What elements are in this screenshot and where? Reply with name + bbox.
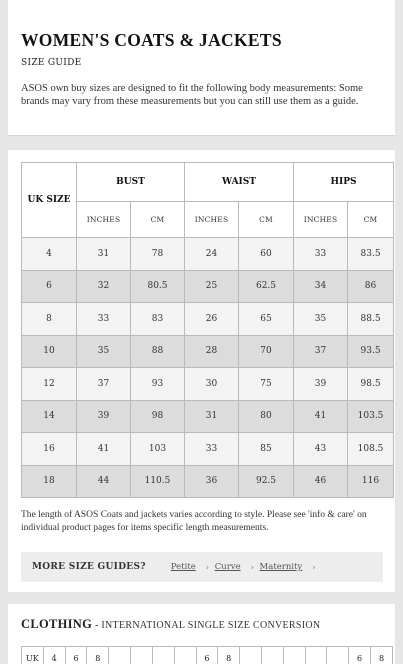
measurement-cell: 75: [239, 368, 294, 401]
measurement-cell: 26: [185, 303, 239, 336]
clothing-title-main: CLOTHING: [21, 617, 92, 631]
measurement-cell: 43: [294, 433, 348, 466]
measurement-cell: 70: [239, 335, 294, 368]
table-row: [22, 303, 394, 336]
table-row: [22, 270, 394, 303]
table-row: [22, 368, 394, 401]
uk-size-cell: 16: [22, 433, 77, 466]
conversion-cell: [240, 647, 262, 664]
conversion-cell: [174, 647, 196, 664]
unit-header: CM: [131, 202, 185, 238]
curve-link[interactable]: Curve: [215, 562, 241, 572]
chevron-right-icon: ›: [312, 563, 315, 572]
measurement-cell: 35: [294, 303, 348, 336]
measurement-cell: 103.5: [348, 400, 394, 433]
measurement-cell: 62.5: [239, 270, 294, 303]
conversion-cell: [261, 647, 283, 664]
measurement-cell: 92.5: [239, 465, 294, 498]
conversion-table: [21, 646, 393, 664]
uk-size-cell: 4: [22, 238, 77, 271]
conversion-cell: [131, 647, 153, 664]
measurement-cell: 33: [294, 238, 348, 271]
measurement-cell: 103: [131, 433, 185, 466]
measurement-cell: 88: [131, 335, 185, 368]
measurement-cell: 41: [294, 400, 348, 433]
table-row: [22, 238, 394, 271]
more-size-guides-label: MORE SIZE GUIDES?: [32, 562, 146, 572]
conversion-cell: [283, 647, 305, 664]
measurement-cell: 33: [77, 303, 131, 336]
uk-size-cell: 6: [22, 270, 77, 303]
uk-size-cell: 18: [22, 465, 77, 498]
conversion-cell: [109, 647, 131, 664]
measurement-cell: 98: [131, 400, 185, 433]
measurement-cell: 44: [77, 465, 131, 498]
table-row: [22, 465, 394, 498]
measurement-cell: 35: [77, 335, 131, 368]
measurement-cell: 39: [77, 400, 131, 433]
conversion-cell: 6: [349, 647, 371, 664]
conversion-cell: 8: [218, 647, 240, 664]
measurement-cell: 28: [185, 335, 239, 368]
chevron-right-icon: ›: [206, 563, 209, 572]
measurement-cell: 80: [239, 400, 294, 433]
measurement-cell: 34: [294, 270, 348, 303]
measurement-cell: 46: [294, 465, 348, 498]
length-note: The length of ASOS Coats and jackets varies according to style. Please see 'info & care' on individual product pages for items specific length measurements.: [21, 509, 383, 535]
table-row: [22, 335, 394, 368]
measurement-cell: 36: [185, 465, 239, 498]
measurement-cell: 80.5: [131, 270, 185, 303]
uk-size-cell: 10: [22, 335, 77, 368]
measurement-cell: 31: [77, 238, 131, 271]
measurement-cell: 110.5: [131, 465, 185, 498]
row-label: UK: [22, 647, 44, 664]
measurement-cell: 116: [348, 465, 394, 498]
uk-size-cell: 12: [22, 368, 77, 401]
measurement-cell: 108.5: [348, 433, 394, 466]
waist-header: WAIST: [185, 163, 294, 202]
bust-header: BUST: [77, 163, 185, 202]
measurement-cell: 65: [239, 303, 294, 336]
measurement-cell: 31: [185, 400, 239, 433]
measurement-cell: 32: [77, 270, 131, 303]
uk-size-cell: 14: [22, 400, 77, 433]
clothing-section: [8, 604, 395, 664]
measurement-cell: 41: [77, 433, 131, 466]
measurement-cell: 37: [77, 368, 131, 401]
measurement-cell: 98.5: [348, 368, 394, 401]
measurement-cell: 24: [185, 238, 239, 271]
conversion-cell: 4: [43, 647, 65, 664]
maternity-link[interactable]: Maternity: [260, 562, 303, 572]
clothing-title-sub: - INTERNATIONAL SINGLE SIZE CONVERSION: [92, 620, 320, 631]
measurement-cell: 83.5: [348, 238, 394, 271]
page-subtitle: SIZE GUIDE: [21, 58, 383, 68]
conversion-cell: 6: [196, 647, 218, 664]
conversion-cell: 8: [87, 647, 109, 664]
measurement-cell: 25: [185, 270, 239, 303]
size-table: [21, 162, 394, 498]
measurement-cell: 93.5: [348, 335, 394, 368]
hips-header: HIPS: [294, 163, 394, 202]
measurement-cell: 39: [294, 368, 348, 401]
measurement-cell: 33: [185, 433, 239, 466]
unit-header: INCHES: [185, 202, 239, 238]
header-section: [8, 0, 395, 136]
measurement-cell: 85: [239, 433, 294, 466]
table-row: [22, 647, 393, 664]
measurement-cell: 93: [131, 368, 185, 401]
size-table-body: [22, 238, 394, 498]
measurement-cell: 88.5: [348, 303, 394, 336]
clothing-title: [21, 616, 383, 632]
unit-header: CM: [239, 202, 294, 238]
conversion-cell: [305, 647, 327, 664]
size-guide-section: [8, 150, 395, 592]
measurement-cell: 37: [294, 335, 348, 368]
measurement-cell: 30: [185, 368, 239, 401]
measurement-cell: 78: [131, 238, 185, 271]
measurement-cell: 86: [348, 270, 394, 303]
measurement-cell: 83: [131, 303, 185, 336]
conversion-cell: [152, 647, 174, 664]
more-size-guides-bar: [21, 552, 383, 582]
intro-text: ASOS own buy sizes are designed to fit the following body measurements: Some brands may vary from these measurements but you can still use them as a guide.: [21, 82, 383, 108]
measurement-cell: 60: [239, 238, 294, 271]
petite-link[interactable]: Petite: [171, 562, 196, 572]
unit-header: INCHES: [77, 202, 131, 238]
unit-header: INCHES: [294, 202, 348, 238]
conversion-cell: 8: [371, 647, 393, 664]
conversion-cell: 6: [65, 647, 87, 664]
uk-size-cell: 8: [22, 303, 77, 336]
table-row: [22, 400, 394, 433]
unit-header: CM: [348, 202, 394, 238]
conversion-cell: [327, 647, 349, 664]
uk-size-header: UK SIZE: [22, 163, 77, 238]
chevron-right-icon: ›: [251, 563, 254, 572]
page-title: WOMEN'S COATS & JACKETS: [21, 30, 383, 51]
table-row: [22, 433, 394, 466]
